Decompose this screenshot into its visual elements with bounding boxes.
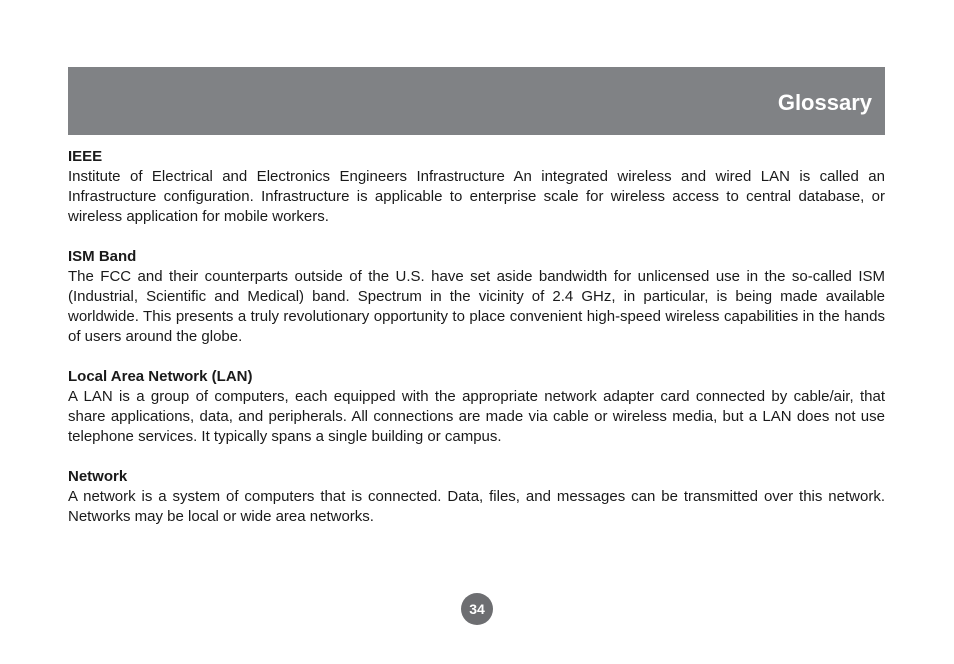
glossary-definition: The FCC and their counterparts outside of the U.S. have set aside bandwidth for unlicensed use in the so-called ISM (Industrial, Scientific and Medical) band. Spectrum in the vicinity of 2.4 GHz, in particular, is being made available worldwide. This presents a truly revolutionary opportunity to place convenient high-speed wireless capabilities in the hands of users around the globe. — [68, 268, 885, 345]
glossary-term: Network — [68, 468, 128, 485]
header-bar — [68, 67, 885, 135]
glossary-definition: A network is a system of computers that is connected. Data, files, and messages can be transmitted over this network. Networks may be local or wide area networks. — [68, 488, 885, 525]
glossary-term: Local Area Network (LAN) — [68, 368, 253, 385]
glossary-entry-ieee — [68, 147, 885, 227]
glossary-entry-network — [68, 467, 885, 527]
glossary-entry-ism-band — [68, 247, 885, 347]
glossary-entry-lan — [68, 367, 885, 447]
glossary-definition: A LAN is a group of computers, each equipped with the appropriate network adapter card connected by cable/air, that share applications, data, and peripherals. All connections are made via cable or wireless media, but a LAN does not use telephone services. It typically spans a single building or campus. — [68, 388, 885, 445]
page-title: Glossary — [777, 90, 872, 115]
glossary-term: ISM Band — [68, 248, 137, 265]
glossary-definition: Institute of Electrical and Electronics Engineers Infrastructure An integrated wireless and wired LAN is called an Infrastructure configuration. Infrastructure is applicable to enterprise scale for wireless access to central database, or wireless application for mobile workers. — [68, 168, 885, 225]
glossary-term: IEEE — [68, 148, 103, 165]
page-number-badge: 34 — [461, 593, 493, 625]
glossary-content — [68, 147, 885, 547]
